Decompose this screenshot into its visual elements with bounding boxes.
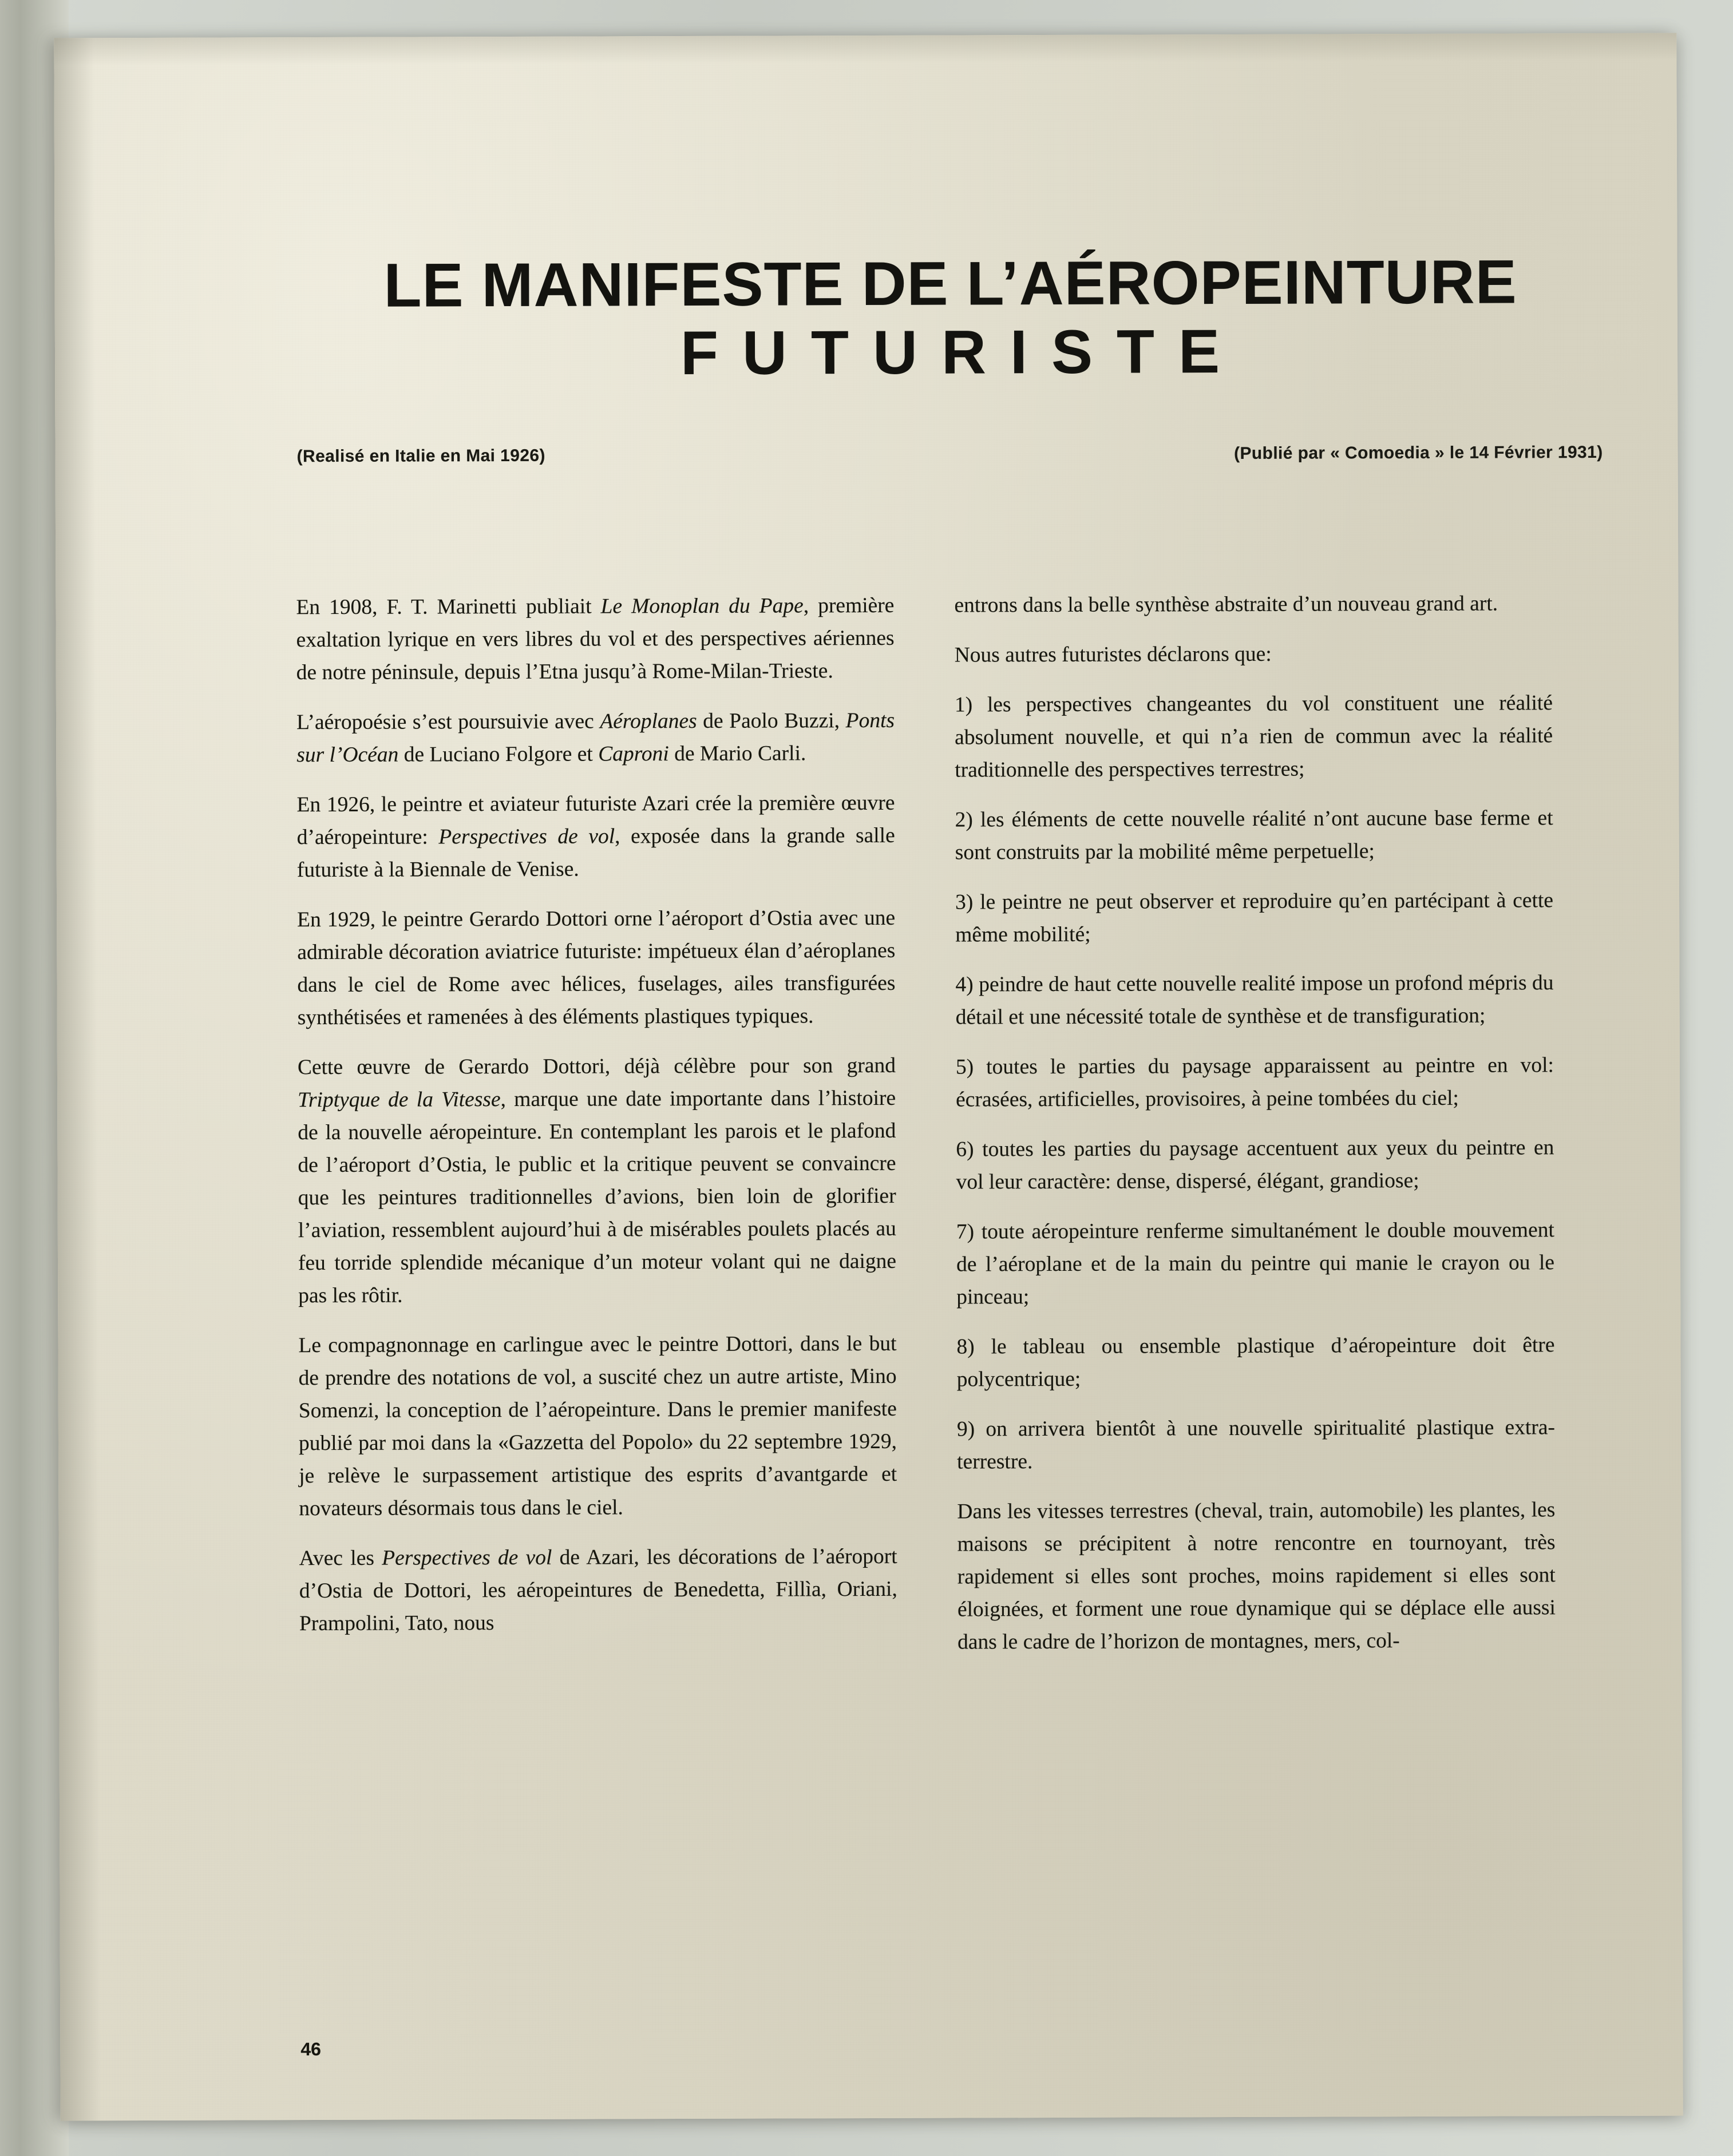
paragraph: L’aéropoésie s’est poursuivie avec Aéroplanes de Paolo Buzzi, Ponts sur l’Océan de Luciano Folgore et Caproni de Mario Carli. [296,708,895,767]
paragraph: 9) on arrivera bientôt à une nouvelle spiritualité plastique extra-terrestre. [956,1415,1555,1474]
paragraph: 7) toute aéropeinture renferme simultanément le double mouvement de l’aéroplane et de la main du peintre qui manie le crayon ou le pinceau; [956,1218,1555,1309]
printed-page [54,33,1683,2121]
paragraph: Avec les Perspectives de vol de Azari, les décorations de l’aéroport d’Ostia de Dottori, les aéropeintures de Benedetta, Fillìa, Oriani, Prampolini, Tato, nous [299,1544,897,1635]
paragraph: En 1926, le peintre et aviateur futuriste Azari crée la première œuvre d’aéropeinture: Perspectives de vol, exposée dans la grande salle futuriste à la Biennale de Venise. [296,791,895,882]
paragraph: 8) le tableau ou ensemble plastique d’aéropeinture doit être polycentrique; [956,1333,1555,1392]
page-number: 46 [300,2039,321,2060]
page-top-shadow [54,33,1676,66]
text-columns [296,587,1610,1660]
page-title [295,247,1606,392]
paragraph: 5) toutes le parties du paysage apparaissent au peintre en vol: écrasées, artificielles, provisoires, à peine tombées du ciel; [955,1053,1554,1112]
paragraph: Nous autres futuristes déclarons que: [954,642,1272,667]
paragraph: Dans les vitesses terrestres (cheval, train, automobile) les plantes, les maisons se précipitent à notre rencontre en tournoyant, très rapidement si elles sont proches, moins rapidement si elles sont éloignées, et forment une roue dynamique qui se déplace elle aussi dans le cadre de l’horizon de montagnes, mers, col- [957,1497,1556,1654]
title-line-secondary: FUTURISTE [680,316,1244,388]
paragraph: 2) les éléments de cette nouvelle réalité n’ont aucune base ferme et sont construits par la mobilité même perpetuelle; [955,806,1553,865]
credit-origin: (Realisé en Italie en Mai 1926) [296,446,545,466]
paragraph: entrons dans la belle synthèse abstraite d’un nouveau grand art. [954,592,1498,617]
paragraph: Le compagnonnage en carlingue avec le peintre Dottori, dans le but de prendre des notations de vol, a suscité chez un autre artiste, Mino Somenzi, la conception de l’aéropeinture. Dans le premier manifeste publié par moi dans la «Gazzetta del Popolo» du 22 septembre 1929, je relève le surpassement artistique des esprits d’avantgarde et novateurs désormais tous dans le ciel. [298,1331,897,1520]
credit-publication: (Publié par « Comoedia » le 14 Février 1931) [1233,442,1603,463]
paragraph: 6) toutes les parties du paysage accentuent aux yeux du peintre en vol leur caractère: dense, dispersé, élégant, grandiose; [956,1135,1554,1194]
page-edge-shadow [54,38,100,2121]
column-right [954,587,1556,1658]
column-left [296,589,897,1640]
page-content [295,247,1611,2028]
paragraph: Cette œuvre de Gerardo Dottori, déjà célèbre pour son grand Triptyque de la Vitesse, marque une date importante dans l’histoire de la nouvelle aéropeinture. En contemplant les parois et le plafond de l’aéroport d’Ostia, le public et la critique peuvent se convaincre que les peintures traditionnelles d’avions, bien loin de glorifier l’aviation, ressemblent aujourd’hui à de misérables poulets placés au feu torride splendide mécanique d’un moteur volant qui ne daigne pas les rôtir. [297,1053,897,1307]
title-line-primary: LE MANIFESTE DE L’AÉROPEINTURE [383,247,1517,320]
paragraph: 3) le peintre ne peut observer et reproduire qu’en partécipant à cette même mobilité; [955,888,1554,947]
paragraph: 1) les perspectives changeantes du vol constituent une réalité absolument nouvelle, et qui n’a rien de commun avec la réalité traditionnelle des perspectives terrestres; [954,691,1553,782]
paragraph: En 1929, le peintre Gerardo Dottori orne l’aéroport d’Ostia avec une admirable décoration aviatrice futuriste: impétueux élan d’aéroplanes dans le ciel de Rome avec hélices, fuselages, ailes transfigurées synthétisées et ramenées à des éléments plastiques typiques. [297,906,896,1029]
paragraph: 4) peindre de haut cette nouvelle realité impose un profond mépris du détail et une nécessité totale de synthèse et de transfiguration; [955,970,1554,1029]
credits-row [296,443,1607,466]
paragraph: En 1908, F. T. Marinetti publiait Le Monoplan du Pape, première exaltation lyrique en vers libres du vol et des perspectives aériennes de notre péninsule, depuis l’Etna jusqu’à Rome-Milan-Trieste. [296,593,895,684]
